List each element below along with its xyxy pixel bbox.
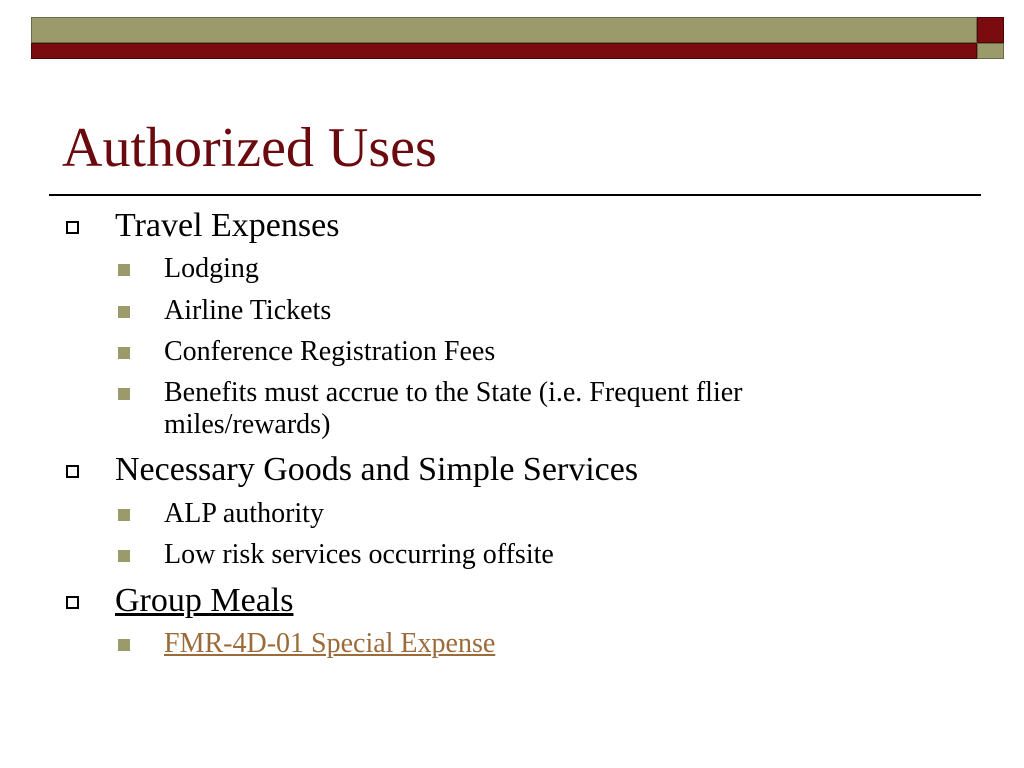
filled-square-bullet-icon	[118, 264, 130, 276]
special-expense-link[interactable]: FMR-4D-01 Special Expense	[164, 628, 496, 659]
slide-title: Authorized Uses	[62, 117, 437, 179]
header-banner-olive	[31, 17, 977, 43]
hollow-square-bullet-icon	[66, 221, 79, 234]
hollow-square-bullet-icon	[66, 465, 79, 478]
filled-square-bullet-icon	[118, 509, 130, 521]
sub-bullet-label: ALP authority	[164, 498, 324, 529]
sub-bullet-label: Low risk services occurring offsite	[164, 539, 554, 570]
sub-bullet-label: Lodging	[164, 253, 259, 284]
header-corner-maroon	[977, 17, 1004, 43]
sub-bullet-label: Airline Tickets	[164, 295, 332, 326]
sub-bullet-label: Benefits must accrue to the State (i.e. Frequent flier miles/rewards)	[164, 377, 743, 440]
bullet-label: Necessary Goods and Simple Services	[115, 451, 639, 488]
filled-square-bullet-icon	[118, 388, 130, 400]
filled-square-bullet-icon	[118, 639, 130, 651]
hollow-square-bullet-icon	[66, 596, 79, 609]
sub-bullet-label: Conference Registration Fees	[164, 336, 496, 367]
header-banner-maroon	[31, 43, 977, 59]
title-divider	[49, 194, 981, 196]
filled-square-bullet-icon	[118, 347, 130, 359]
filled-square-bullet-icon	[118, 306, 130, 318]
filled-square-bullet-icon	[118, 550, 130, 562]
bullet-label: Group Meals	[115, 582, 294, 619]
header-corner-olive	[977, 43, 1004, 59]
bullet-label: Travel Expenses	[115, 207, 340, 244]
